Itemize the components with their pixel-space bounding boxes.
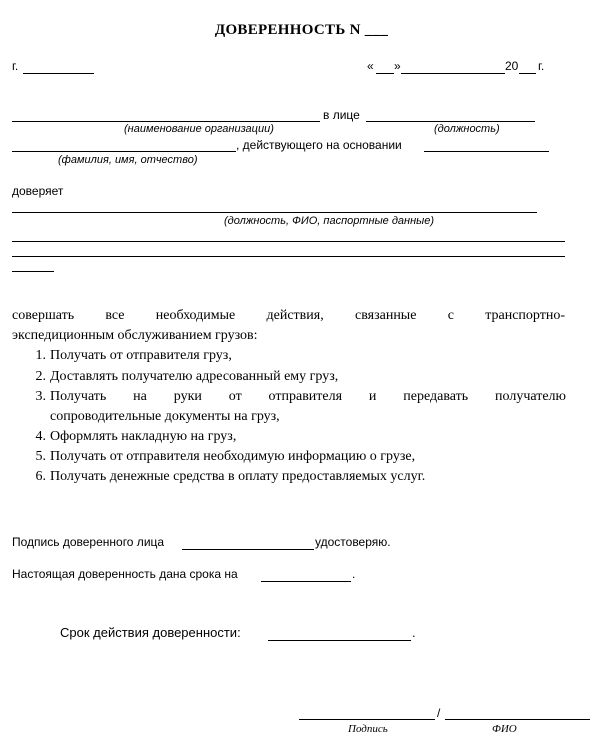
list-item-text: Получать от отправителя груз, [50,348,232,363]
date-month-blank[interactable] [401,73,505,74]
list-item-number: 2. [35,369,46,384]
trusts-label: доверяет [12,184,64,198]
list-item-text: Оформлять накладную на груз, [50,429,237,444]
list-item-number: 3. [35,389,46,404]
list-item [26,469,566,487]
certify-label: удостоверяю. [315,535,391,549]
list-item-number: 5. [35,449,46,464]
list-item [26,369,566,387]
list-item [26,348,566,366]
list-item-text: Доставлять получателю адресованный ему груз, [50,369,339,384]
validity-label: Срок действия доверенности: [60,625,241,640]
signature-slash: / [437,706,441,720]
list-item [26,389,566,429]
list-item-number: 6. [35,469,46,484]
date-close-quote: » [394,59,401,73]
signature-blank[interactable] [299,719,435,720]
fio-signature-blank[interactable] [445,719,590,720]
fio-caption: ФИО [492,723,517,735]
caption-fio: (фамилия, имя, отчество) [58,154,198,166]
date-year-blank[interactable] [519,73,536,74]
list-item-text: Получать денежные средства в оплату предоставляемых услуг. [50,469,426,484]
organization-blank[interactable] [12,121,320,122]
list-item [26,449,566,467]
intro-line-1: совершать все необходимые действия, связанные с транспортно- [12,308,565,323]
trustee-blank[interactable] [12,212,537,213]
date-year-prefix: 20 [505,59,519,73]
issued-term-label: Настоящая доверенность дана срока на [12,567,238,581]
trustee-blank-4[interactable] [12,271,54,272]
city-prefix: г. [12,59,19,73]
in-person-label: в лице [323,108,360,122]
intro-line-2: экспедиционным обслуживанием грузов: [12,328,258,343]
position-blank[interactable] [366,121,535,122]
city-blank[interactable] [23,73,94,74]
basis-blank[interactable] [424,151,549,152]
list-item-text: Получать на руки от отправителя и передавать получателю [50,389,566,404]
issued-term-blank[interactable] [261,581,351,582]
fio-blank[interactable] [12,151,236,152]
list-item-number: 1. [35,348,46,363]
list-item-text-continued: сопроводительные документы на груз, [50,409,280,424]
document-title: ДОВЕРЕННОСТЬ N ___ [214,22,389,38]
caption-organization: (наименование организации) [124,123,274,135]
issued-term-period: . [352,567,356,581]
validity-blank[interactable] [268,640,411,641]
list-item-number: 4. [35,429,46,444]
date-year-suffix: г. [538,59,545,73]
trustee-blank-2[interactable] [12,241,565,242]
signature-caption: Подпись [348,723,388,735]
trustee-signature-blank[interactable] [182,549,314,550]
date-open-quote: « [367,59,374,73]
trustee-blank-3[interactable] [12,256,565,257]
caption-position: (должность) [434,123,500,135]
validity-period: . [412,625,416,640]
list-item-text: Получать от отправителя необходимую информацию о грузе, [50,449,416,464]
list-item [26,429,566,447]
acting-basis-label: , действующего на основании [236,138,402,152]
caption-trustee: (должность, ФИО, паспортные данные) [224,215,435,227]
signature-trustee-label: Подпись доверенного лица [12,535,165,549]
date-day-blank[interactable] [376,73,394,74]
